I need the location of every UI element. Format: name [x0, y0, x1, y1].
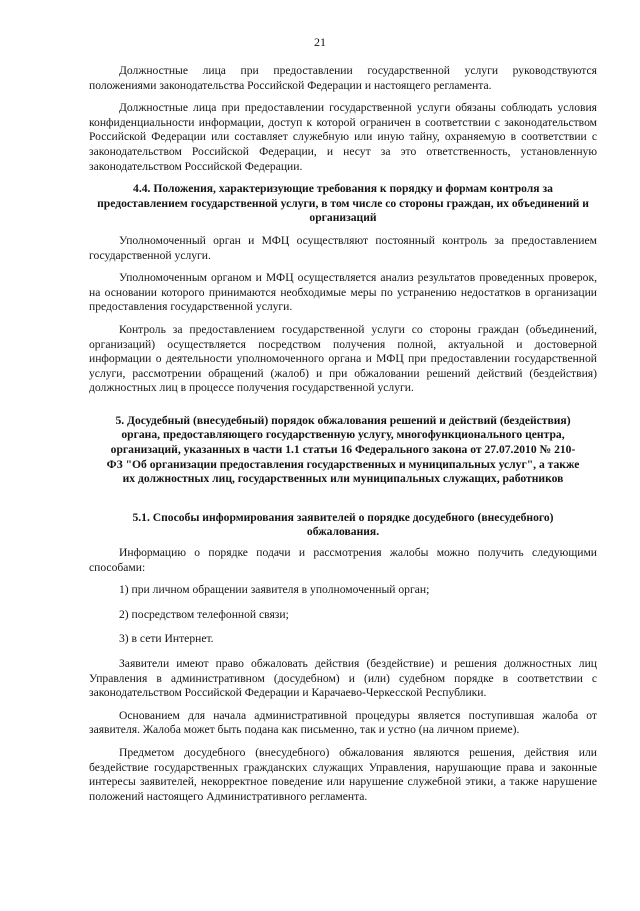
paragraph-citizen-control: Контроль за предоставлением государственной услуги со стороны граждан (объединений, организаций) осуществляется посредством получения полной, актуальной и достоверной информации о деятельности уполномоченного органа и МФЦ при предоставлении государственной услуги, рассмотрении обращений (жалоб) и при обжаловании решений действий (бездействия) должностных лиц в процессе получения государственной услуги.	[89, 322, 597, 395]
paragraph-confidentiality: Должностные лица при предоставлении государственной услуги обязаны соблюдать условия конфиденциальности информации, доступ к которой ограничен в соответствии с законодательством Российской Федерации или составляет служебную или иную тайну, охраняемую в соответствии с законодательством Российской Федерации, и несут за это ответственность, установленную законодательством Российской Федерации.	[89, 101, 597, 173]
paragraph-permanent-control: Уполномоченный орган и МФЦ осуществляют постоянный контроль за предоставлением государственной услуги.	[89, 233, 597, 262]
section-heading-4-4: 4.4. Положения, характеризующие требования к порядку и формам контроля за предоставлением государственной услуги, в том числе со стороны граждан, их объединений и организаций	[97, 182, 589, 225]
paragraph-procedure-basis: Основанием для начала административной процедуры является поступившая жалоба от заявителя. Жалоба может быть подана как письменно, так и устно (на личном приеме).	[89, 708, 597, 737]
section-heading-5: 5. Досудебный (внесудебный) порядок обжалования решений и действий (бездействия) органа, предоставляющего государственную услугу, многофункционального центра, организаций, указанных в части 1.1 статьи 16 Федерального закона от 27.07.2010 № 210-ФЗ "Об организации предоставления государственных и муниципальных услуг", а также их должностных лиц, государственных или муниципальных служащих, работников	[106, 413, 580, 486]
list-item-internet: 3) в сети Интернет.	[119, 632, 214, 646]
section-heading-5-1: 5.1. Способы информирования заявителей о порядке досудебного (внесудебного) обжалования.	[132, 510, 554, 539]
list-item-personal-visit: 1) при личном обращении заявителя в уполномоченный орган;	[119, 583, 430, 597]
paragraph-inspection-analysis: Уполномоченным органом и МФЦ осуществляется анализ результатов проведенных проверок, на основании которого принимаются необходимые меры по устранению недостатков в организации предоставления государственной услуги.	[89, 271, 597, 314]
paragraph-officials-guidance: Должностные лица при предоставлении государственной услуги руководствуются положениями законодательства Российской Федерации и настоящего регламента.	[89, 64, 597, 92]
document-body	[89, 64, 597, 812]
paragraph-complaint-info: Информацию о порядке подачи и рассмотрения жалобы можно получить следующими способами:	[89, 546, 597, 574]
paragraph-right-to-appeal: Заявители имеют право обжаловать действия (бездействие) и решения должностных лиц Управления в административном (досудебном) и (или) судебном порядке в соответствии с законодательством Российской Федерации и Карачаево-Черкесской Республики.	[89, 657, 597, 700]
page-number: 21	[314, 35, 326, 49]
paragraph-appeal-subject: Предметом досудебного (внесудебного) обжалования являются решения, действия или бездействие государственных гражданских служащих Управления, нарушающие права и законные интересы заявителей, некорректное поведение или нарушение служебной этики, а также нарушение положений настоящего Административного регламента.	[89, 745, 597, 803]
list-item-phone: 2) посредством телефонной связи;	[119, 607, 289, 621]
